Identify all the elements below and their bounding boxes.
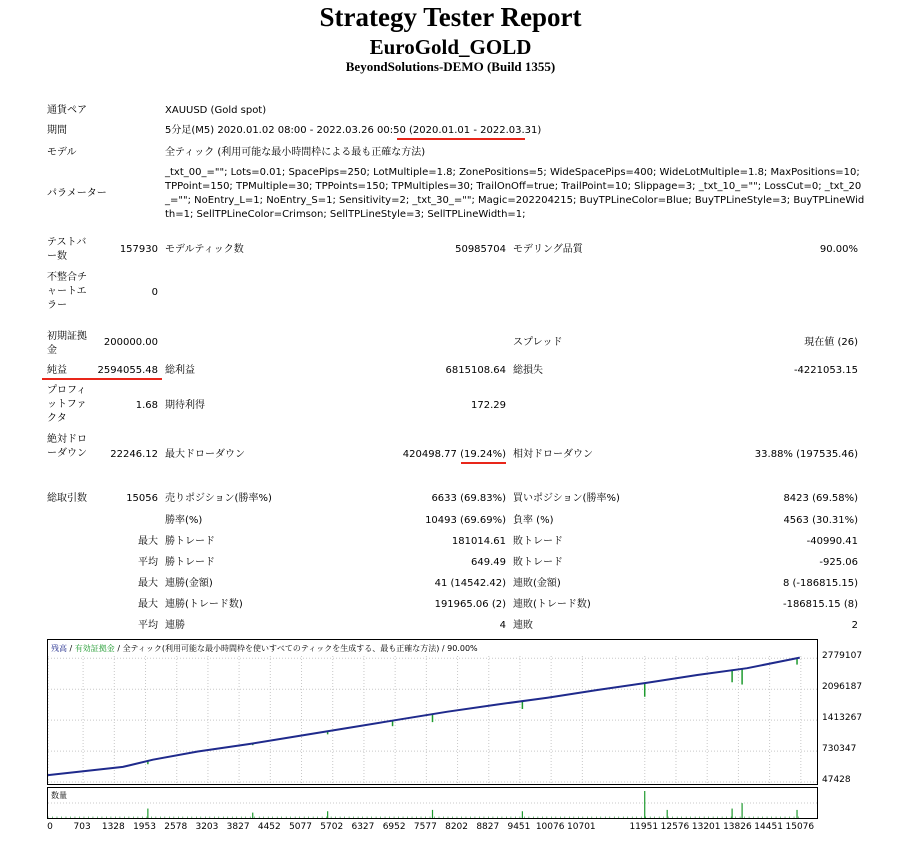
largest-loss-label: 敗トレード: [513, 536, 563, 547]
net-profit-label: 純益: [47, 365, 67, 376]
x-tick-label-21: 13826: [723, 822, 752, 832]
expert-name: EuroGold_GOLD: [369, 35, 532, 59]
x-tick-label-22: 14451: [754, 822, 783, 832]
y-tick-label-1: 730347: [822, 744, 857, 755]
largest-win-value: 181014.61: [451, 536, 506, 547]
volume-chart-plot: [48, 788, 817, 818]
volume-caption: 数量: [51, 791, 67, 800]
long-positions-value: 8423 (69.58%): [783, 493, 858, 504]
x-tick-label-19: 12576: [660, 822, 690, 832]
expected-payoff-label: 期待利得: [165, 400, 205, 411]
rel-drawdown-value: 33.88% (197535.46): [754, 449, 858, 460]
model-value: 全ティック (利用可能な最小時間枠による最も正確な方法): [165, 147, 426, 158]
mismatch-label: 不整合チャートエラー: [47, 272, 87, 311]
total-trades-label: 総取引数: [47, 493, 87, 504]
y-tick-label-4: 2779107: [822, 651, 863, 662]
spread-value: 現在値 (26): [804, 337, 858, 348]
x-tick-label-17: 10701: [567, 822, 596, 832]
x-tick-label-12: 7577: [413, 822, 437, 832]
report-title: Strategy Tester Report: [319, 2, 582, 32]
caption-sep-3: /: [439, 644, 448, 653]
gross-profit-label: 総利益: [165, 365, 195, 376]
gross-loss-label: 総損失: [513, 365, 543, 376]
symbol-value: XAUUSD (Gold spot): [165, 105, 267, 116]
avg-win-value: 649.49: [471, 557, 506, 568]
largest-loss-value: -40990.41: [806, 536, 858, 547]
long-positions-label: 買いポジション(勝率%): [513, 493, 620, 504]
caption-quality: 90.00%: [447, 644, 478, 653]
quality-label: モデリング品質: [513, 244, 583, 255]
avg-cons-win-value: 4: [499, 620, 506, 631]
x-tick-label-8: 5077: [289, 822, 312, 832]
max-drawdown-amount: 420498.77: [402, 449, 457, 460]
caption-balance: 残高: [51, 644, 67, 653]
gross-profit-value: 6815108.64: [445, 365, 506, 376]
x-tick-label-15: 9451: [507, 822, 531, 832]
total-trades-value: 15056: [126, 493, 158, 504]
symbol-label: 通貨ペア: [47, 105, 87, 116]
avg-win-label: 勝トレード: [165, 557, 215, 568]
loss-rate-label: 負率 (%): [513, 515, 554, 526]
ticks-value: 50985704: [455, 244, 506, 255]
largest-win-label: 勝トレード: [165, 536, 215, 547]
caption-sep-2: /: [114, 644, 123, 653]
x-tick-label-5: 3203: [195, 822, 219, 832]
period-value: [165, 124, 541, 138]
win-rate-label: 勝率(%): [165, 515, 203, 526]
avg-cons-loss-value: 2: [851, 620, 858, 631]
x-tick-label-9: 5702: [320, 822, 344, 832]
gross-loss-value: -4221053.15: [793, 365, 858, 376]
largest-label: 最大: [138, 536, 158, 547]
max-drawdown-underline: [461, 462, 506, 464]
rel-drawdown-label: 相対ドローダウン: [513, 449, 593, 460]
loss-rate-value: 4563 (30.31%): [783, 515, 858, 526]
abs-drawdown-value: 22246.12: [110, 449, 158, 460]
parameters-label: パラメーター: [47, 188, 107, 199]
x-tick-label-10: 6327: [351, 822, 375, 832]
max-drawdown-label: 最大ドローダウン: [165, 449, 245, 460]
bars-value: 157930: [119, 244, 158, 255]
ticks-label: モデルティック数: [165, 244, 244, 255]
cons-loss-count-label: 連敗(トレード数): [513, 599, 591, 610]
spread-label: スプレッド: [513, 337, 563, 348]
win-rate-value: 10493 (69.69%): [425, 515, 506, 526]
x-tick-label-2: 1328: [101, 822, 125, 832]
caption-sep-1: /: [67, 644, 75, 653]
x-tick-label-16: 10076: [535, 822, 565, 832]
x-tick-label-3: 1953: [133, 822, 156, 832]
y-tick-label-0: 47428: [822, 775, 851, 785]
x-tick-label-1: 703: [73, 822, 91, 832]
cons-wins-money-label: 連勝(金額): [165, 578, 213, 589]
cons-wins-money-value: 41 (14542.42): [434, 578, 506, 589]
caption-equity: 有効証拠金: [74, 644, 115, 653]
balance-chart: [47, 639, 818, 785]
volume-chart: [47, 787, 818, 819]
expected-payoff-value: 172.29: [471, 400, 506, 411]
x-tick-label-23: 15076: [785, 822, 815, 832]
x-tick-label-13: 8202: [445, 822, 469, 832]
balance-chart-plot: [48, 640, 817, 784]
parameters-value: _txt_00_=""; Lots=0.01; SpacePips=250; LotMultiple=1.8; ZonePositions=5; WideSpacePips=400; WideLotMultiple=1.8; MaxPositions=10; TPPoint=150; TPMultiple=30; TPPoints=150; TPMultiples=30; TrailOnOff=true; TrailPoint=10; Slippage=3; _txt_10_=""; LossCut=0; _txt_20_=""; NoEntry_L=1; NoEntry_S=1; Sensitivity=2; _txt_30_=""; Magic=202204215; BuyTPLineColor=Blue; BuyTPLineStyle=3; BuyTPLineWidth=1; SellTPLineColor=Crimson; SellTPLineStyle=3; SellTPLineWidth=1;: [165, 167, 865, 220]
broker-build: BeyondSolutions-DEMO (Build 1355): [345, 59, 556, 74]
x-tick-label-4: 2578: [164, 822, 188, 832]
max-cons-label: 最大: [138, 578, 158, 589]
abs-drawdown-label: 絶対ドローダウン: [47, 434, 87, 459]
chart-caption: [51, 643, 478, 654]
caption-model: 全ティック(利用可能な最小時間枠を使いすべてのティックを生成する、最も正確な方法): [122, 644, 440, 653]
max-drawdown-percent: (19.24%): [460, 449, 506, 460]
max-cons-count-label: 最大: [138, 599, 158, 610]
cons-profit-value: 191965.06 (2): [434, 599, 506, 610]
net-profit-underline: [42, 378, 162, 380]
profit-factor-value: 1.68: [135, 400, 158, 411]
period-label: 期間: [47, 125, 67, 136]
average-label: 平均: [138, 557, 158, 568]
x-tick-label-18: 11951: [629, 822, 659, 832]
y-tick-label-3: 2096187: [822, 682, 863, 693]
cons-loss-count-value: -186815.15 (8): [782, 599, 858, 610]
bars-label: テストバー数: [47, 237, 87, 262]
short-positions-value: 6633 (69.83%): [431, 493, 506, 504]
quality-value: 90.00%: [819, 244, 858, 255]
avg-cons-loss-label: 連敗: [513, 620, 533, 631]
deposit-value: 200000.00: [103, 337, 158, 348]
max-drawdown-value: [380, 448, 506, 462]
balance-line: [48, 658, 800, 776]
mismatch-value: 0: [151, 287, 158, 298]
profit-factor-label: プロフィットファクタ: [47, 385, 87, 424]
model-label: モデル: [47, 147, 77, 158]
period-range: (2020.01.01 - 2022.03.31): [409, 125, 542, 136]
cons-profit-label: 連勝(トレード数): [165, 599, 243, 610]
avg-loss-value: -925.06: [819, 557, 858, 568]
x-tick-label-6: 3827: [226, 822, 250, 832]
x-tick-label-20: 13201: [691, 822, 721, 832]
deposit-label: 初期証拠金: [47, 331, 87, 356]
period-range-underline: [397, 138, 525, 140]
x-tick-label-0: 0: [47, 822, 53, 832]
y-tick-label-2: 1413267: [822, 713, 863, 724]
x-tick-label-14: 8827: [476, 822, 500, 832]
period-dates: 5分足(M5) 2020.01.02 08:00 - 2022.03.26 00:50: [165, 125, 406, 136]
short-positions-label: 売りポジション(勝率%): [165, 493, 272, 504]
avg-cons-win-label: 連勝: [165, 620, 185, 631]
net-profit-value: 2594055.48: [97, 365, 158, 376]
cons-loss-money-label: 連敗(金額): [513, 578, 561, 589]
x-tick-label-7: 4452: [257, 822, 281, 832]
cons-loss-money-value: 8 (-186815.15): [782, 578, 858, 589]
avg-loss-label: 敗トレード: [513, 557, 563, 568]
x-tick-label-11: 6952: [382, 822, 406, 832]
avg-cons-label: 平均: [138, 620, 158, 631]
